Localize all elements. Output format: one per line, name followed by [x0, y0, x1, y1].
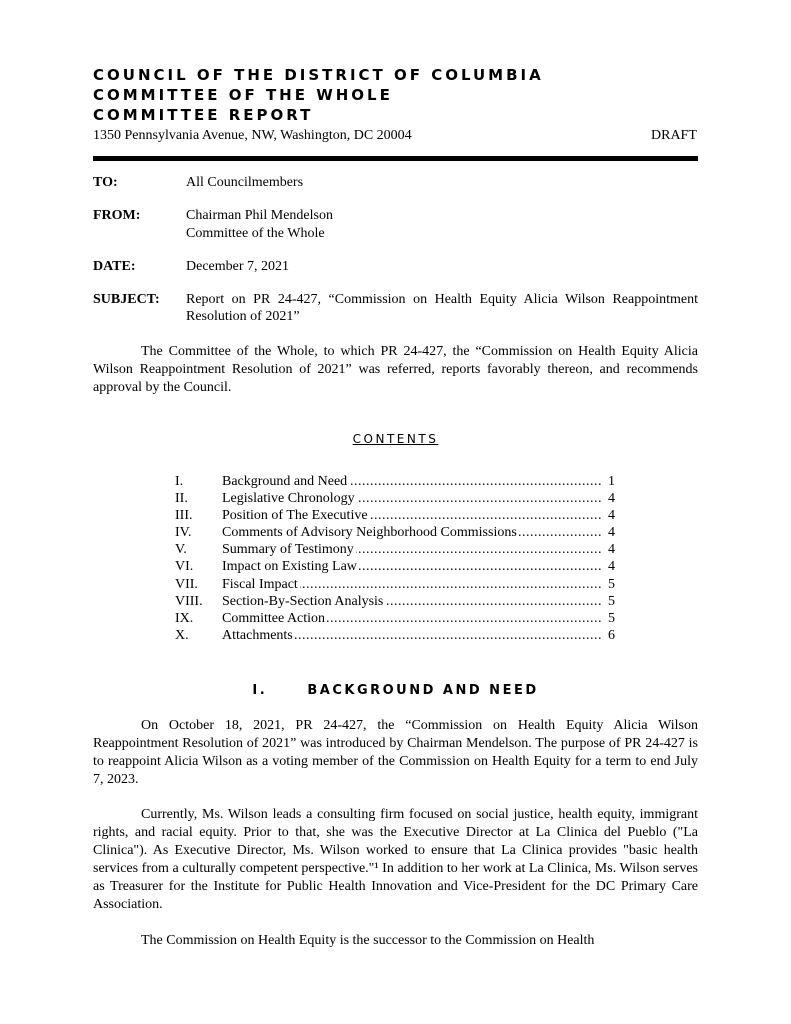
toc-item[interactable] [175, 541, 615, 558]
contents-title [0, 432, 791, 446]
draft-label: DRAFT [651, 128, 697, 143]
toc-item-number: III. [175, 508, 193, 524]
toc-item-title: Section-By-Section Analysis [222, 593, 384, 609]
header-address: 1350 Pennsylvania Avenue, NW, Washington, DC 20004 [93, 128, 412, 143]
toc-item-page: 4 [608, 525, 615, 541]
background-paragraph-2 [93, 806, 698, 914]
header-committee-name: COMMITTEE OF THE WHOLE [93, 86, 393, 104]
background-paragraph-1-text: On October 18, 2021, PR 24-427, the “Commission on Health Equity Alicia Wilson Reappointment Resolution of 2021” was introduced by Chairman Mendelson. The purpose of PR 24-427 is to reappoint Alicia Wilson as a voting member of the Commission on Health Equity for a term to end July 7, 2023. [93, 718, 698, 787]
toc-item-title: Attachments [222, 627, 293, 643]
to-value: All Councilmembers [186, 175, 304, 190]
subject-value: Report on PR 24-427, “Commission on Health Equity Alicia Wilson Reappointment Resolution of 2021” [186, 292, 698, 324]
toc-item-page: 5 [608, 576, 615, 592]
toc-item-title: Legislative Chronology [222, 491, 355, 507]
toc-item-title: Position of The Executive [222, 508, 368, 524]
date-value: December 7, 2021 [186, 259, 290, 274]
toc-item-title: Impact on Existing Law [222, 559, 357, 575]
from-label: FROM: [93, 208, 141, 223]
date-label: DATE: [93, 259, 136, 274]
toc-item-number: V. [175, 542, 187, 558]
toc-item-number: VIII. [175, 593, 203, 609]
contents-title-text: CONTENTS [352, 432, 439, 446]
toc-item-page: 4 [608, 559, 615, 575]
toc-item[interactable] [175, 524, 615, 541]
toc-item-number: VII. [175, 576, 198, 592]
background-paragraph-3-text: The Commission on Health Equity is the successor to the Commission on Health [141, 933, 595, 948]
toc-item[interactable] [175, 576, 615, 593]
intro-paragraph [93, 343, 698, 397]
toc-item-page: 5 [608, 593, 615, 609]
header-rule [93, 156, 698, 161]
toc-item-page: 5 [608, 610, 615, 626]
toc-item[interactable] [175, 593, 615, 610]
toc-item-number: VI. [175, 559, 194, 575]
toc-item-page: 6 [608, 627, 615, 643]
background-paragraph-2-text: Currently, Ms. Wilson leads a consulting firm focused on social justice, health equity, immigrant rights, and racial equity. Prior to that, she was the Executive Director at La Clinica del Pueblo ("La Clinica"). As Executive Director, Ms. Wilson worked to ensure that La Clinica provides "basic health services from a culturally competent perspective."¹ In addition to her work at La Clinica, Ms. Wilson serves as Treasurer for the Institute for Public Health Innovation and Vice-President for the DC Primary Care Association. [93, 807, 698, 912]
subject-label: SUBJECT: [93, 292, 160, 307]
toc-item-number: IX. [175, 610, 194, 626]
toc-item-number: II. [175, 491, 188, 507]
header-report-title: COMMITTEE REPORT [93, 106, 314, 124]
section-title: BACKGROUND AND NEED [307, 683, 539, 698]
background-paragraph-1 [93, 717, 698, 789]
toc-item-title: Committee Action [222, 610, 326, 626]
toc-item[interactable] [175, 490, 615, 507]
to-label: TO: [93, 175, 118, 190]
toc-item-title: Background and Need [222, 474, 348, 489]
from-value-committee: Committee of the Whole [186, 226, 325, 241]
table-of-contents [175, 473, 615, 644]
intro-text: The Committee of the Whole, to which PR 24-427, the “Commission on Health Equity Alicia Wilson Reappointment Resolution of 2021” was referred, reports favorably thereon, and recommends approval by the Council. [93, 344, 698, 395]
toc-item[interactable] [175, 473, 615, 490]
toc-item-page: 4 [608, 542, 615, 558]
toc-item-page: 1 [608, 474, 615, 489]
toc-item[interactable] [175, 558, 615, 575]
toc-item[interactable] [175, 627, 615, 644]
toc-item-page: 4 [608, 491, 615, 507]
section-heading-background [0, 683, 791, 698]
toc-item-title: Fiscal Impact [222, 576, 298, 592]
section-number: I. [252, 683, 268, 698]
toc-item-number: I. [175, 474, 184, 489]
toc-item-number: IV. [175, 525, 192, 541]
toc-item-number: X. [175, 627, 189, 643]
toc-item-title: Summary of Testimony [222, 542, 354, 558]
background-paragraph-3 [93, 932, 698, 950]
from-value-name: Chairman Phil Mendelson [186, 208, 333, 223]
header-council-name: COUNCIL OF THE DISTRICT OF COLUMBIA [93, 66, 544, 84]
toc-item[interactable] [175, 507, 615, 524]
toc-item-page: 4 [608, 508, 615, 524]
toc-item[interactable] [175, 610, 615, 627]
toc-item-title: Comments of Advisory Neighborhood Commissions [222, 525, 517, 541]
